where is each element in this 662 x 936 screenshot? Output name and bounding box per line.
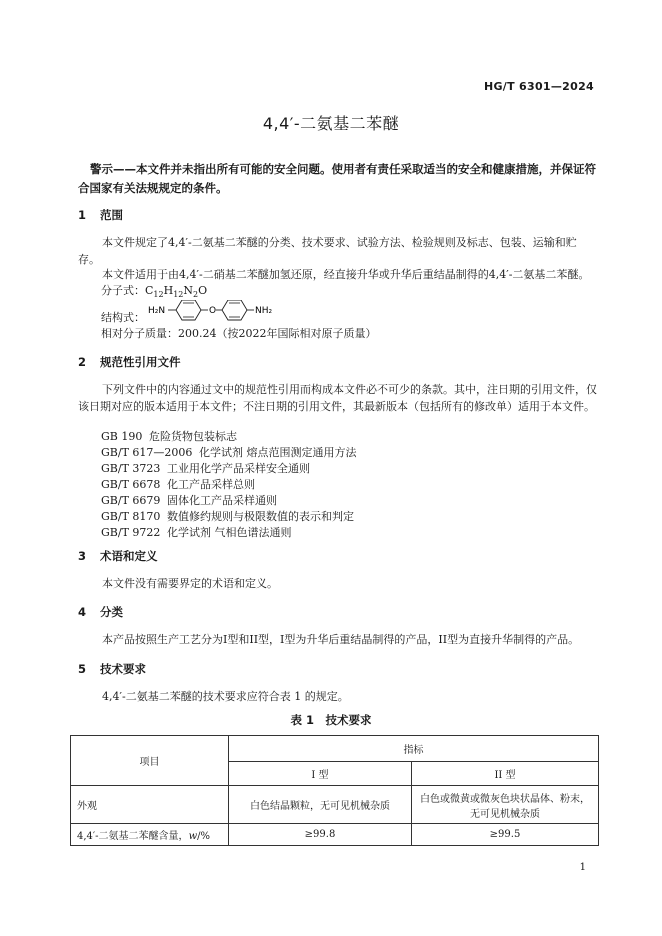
ether-oxygen: O (209, 306, 217, 316)
section-title: 术语和定义 (100, 549, 158, 563)
section-heading-normative-references (78, 354, 181, 370)
header-item: 项目 (71, 736, 229, 786)
amine-group-right: NH₂ (255, 306, 273, 316)
section-heading-classification (78, 604, 123, 620)
references-paragraph: 下列文件中的内容通过文中的规范性引用而构成本文件必不可少的条款。其中，注日期的引用文件，仅该日期对应的版本适用于本文件；不注日期的引用文件，其最新版本（包括所有的修改单）适用于本文件。 (78, 383, 597, 413)
reference-code: GB/T 617—2006 (101, 446, 193, 459)
requirements-paragraph: 4,4′-二氨基二苯醚的技术要求应符合表 1 的规定。 (102, 690, 349, 703)
section-number: 3 (78, 549, 87, 563)
section-number: 4 (78, 605, 87, 619)
page-number: 1 (579, 862, 586, 873)
formula-h-count: 12 (173, 290, 184, 300)
reference-item (101, 525, 292, 541)
reference-item (101, 493, 277, 509)
table-caption: 表 1 技术要求 (290, 713, 372, 727)
reference-title: 危险货物包装标志 (149, 430, 237, 443)
reference-code: GB/T 8170 (101, 510, 161, 523)
reference-item (101, 509, 354, 525)
section-heading-scope (78, 207, 123, 223)
molecular-mass: 相对分子质量：200.24（按2022年国际相对原子质量） (101, 327, 377, 340)
row-item-variable: w (188, 831, 198, 842)
reference-item (101, 429, 237, 445)
formula-o: O (198, 284, 208, 297)
reference-code: GB 190 (101, 430, 143, 443)
section-title: 范围 (100, 208, 124, 222)
reference-item (101, 445, 357, 461)
row-type-1-value: 白色结晶颗粒，无可见机械杂质 (229, 786, 412, 824)
reference-code: GB/T 3723 (101, 462, 161, 475)
technical-requirements-table (70, 735, 599, 846)
terms-paragraph: 本文件没有需要界定的术语和定义。 (102, 577, 278, 590)
row-item (71, 824, 229, 846)
section-heading-terms (78, 548, 158, 564)
section-number: 2 (78, 355, 87, 369)
section-title: 分类 (100, 605, 124, 619)
section-title: 技术要求 (100, 662, 147, 676)
row-type-2-value: ≥99.5 (412, 824, 599, 846)
header-type-1: I 型 (229, 762, 412, 786)
reference-title: 工业用化学产品采样安全通则 (167, 462, 310, 475)
reference-title: 化工产品采样总则 (167, 478, 255, 491)
reference-title: 化学试剂 熔点范围测定通用方法 (199, 446, 357, 459)
warning-paragraph: 警示——本文件并未指出所有可能的安全问题。使用者有责任采取适当的安全和健康措施，并保证符合国家有关法规规定的条件。 (78, 162, 596, 195)
row-type-1-value: ≥99.8 (229, 824, 412, 846)
classification-paragraph: 本产品按照生产工艺分为I型和II型，I型为升华后重结晶制得的产品，II型为直接升华制得的产品。 (102, 633, 580, 646)
header-index: 指标 (229, 736, 599, 762)
row-item-text: 4,4′-二氨基二苯醚含量， (77, 831, 189, 842)
table-row (71, 786, 599, 824)
reference-title: 化学试剂 气相色谱法通则 (167, 526, 292, 539)
formula-n-count: 2 (193, 290, 199, 300)
amine-group-left: H₂N (148, 306, 166, 316)
header-type-2: II 型 (412, 762, 599, 786)
formula-n: N (183, 284, 194, 297)
formula-c-count: 12 (153, 290, 164, 300)
formula-h: H (163, 284, 174, 297)
table-header-row (71, 736, 599, 762)
reference-title: 固体化工产品采样通则 (167, 494, 277, 507)
reference-code: GB/T 9722 (101, 526, 161, 539)
section-title: 规范性引用文件 (100, 355, 181, 369)
row-item: 外观 (71, 786, 229, 824)
scope-paragraph-1: 本文件规定了4,4′-二氨基二苯醚的分类、技术要求、试验方法、检验规则及标志、包装、运输和贮存。 (78, 236, 577, 266)
formula-label: 分子式： (101, 284, 145, 297)
standard-number: HG/T 6301—2024 (483, 80, 594, 93)
section-number: 1 (78, 208, 87, 222)
scope-paragraph-2: 本文件适用于由4,4′-二硝基二苯醚加氢还原，经直接升华或升华后重结晶制得的4,4′-二氨基二苯醚。 (102, 268, 590, 281)
reference-code: GB/T 6679 (101, 494, 161, 507)
table-row (71, 824, 599, 846)
reference-item (101, 461, 310, 477)
section-number: 5 (78, 662, 87, 676)
row-item-unit: /% (197, 831, 210, 842)
formula-c: C (145, 284, 154, 297)
reference-item (101, 477, 255, 493)
reference-title: 数值修约规则与极限数值的表示和判定 (167, 510, 354, 523)
row-type-2-value: 白色或微黄或微灰色块状晶体、粉末，无可见机械杂质 (412, 786, 599, 824)
document-title: 4,4′-二氨基二苯醚 (262, 114, 400, 133)
reference-code: GB/T 6678 (101, 478, 161, 491)
section-heading-technical-requirements (78, 661, 146, 677)
structure-label: 结构式： (101, 311, 145, 324)
